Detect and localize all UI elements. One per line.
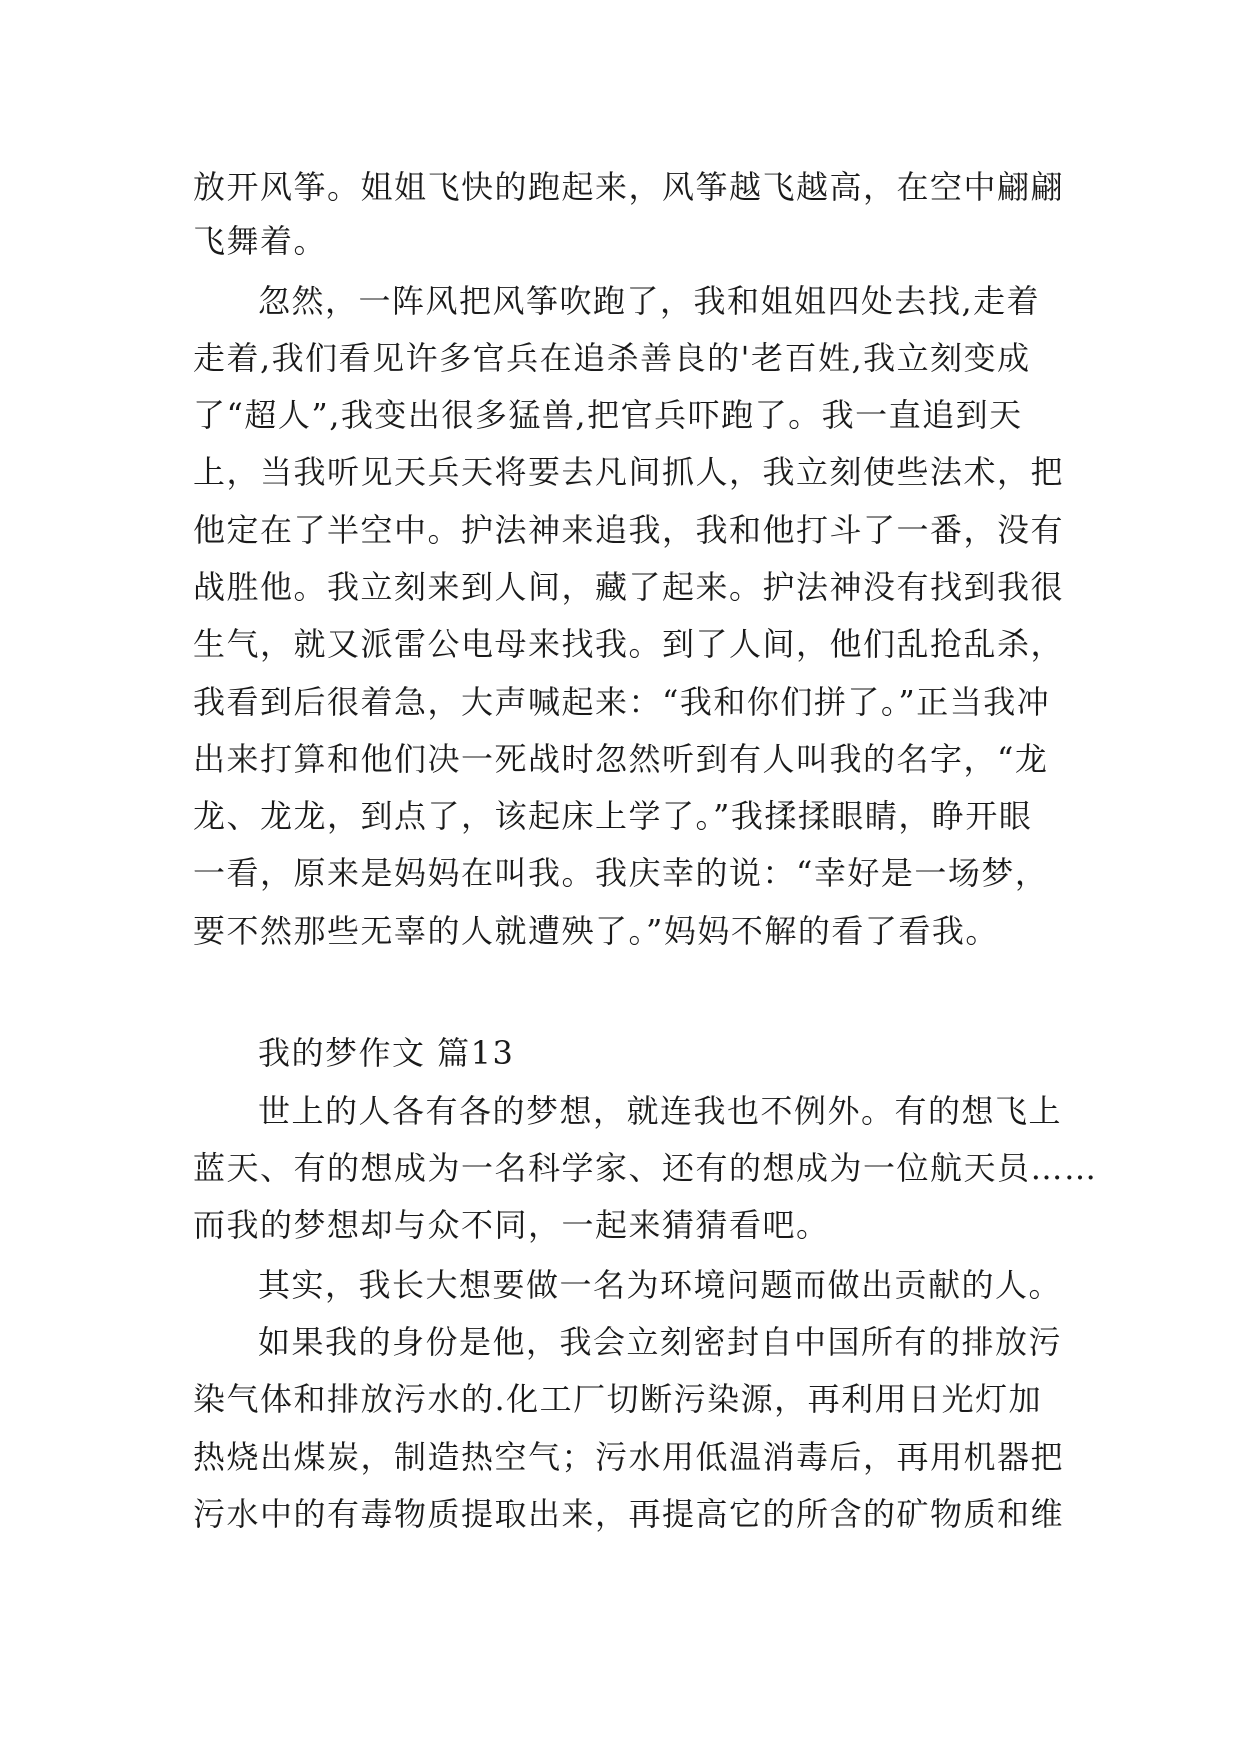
text-line: 走着,我们看见许多官兵在追杀善良的'老百姓,我立刻变成 <box>193 339 1031 377</box>
text-line: 飞舞着。 <box>193 222 328 260</box>
section-heading: 我的梦作文 篇13 <box>258 1034 515 1072</box>
text-line: 染气体和排放污水的.化工厂切断污染源，再利用日光灯加 <box>193 1380 1043 1418</box>
text-line: 生气，就又派雷公电母来找我。到了人间，他们乱抢乱杀， <box>193 625 1065 663</box>
text-line: 其实，我长大想要做一名为环境问题而做出贡献的人。 <box>258 1266 1063 1304</box>
text-line: 而我的梦想却与众不同，一起来猜猜看吧。 <box>193 1206 830 1244</box>
text-line: 他定在了半空中。护法神来追我，我和他打斗了一番，没有 <box>193 511 1065 549</box>
text-line: 上，当我听见天兵天将要去凡间抓人，我立刻使些法术，把 <box>193 453 1065 491</box>
text-line: 我看到后很着急，大声喊起来：“我和你们拼了。”正当我冲 <box>193 683 1051 721</box>
text-line: 热烧出煤炭，制造热空气；污水用低温消毒后，再用机器把 <box>193 1438 1065 1476</box>
text-line: 放开风筝。姐姐飞快的跑起来，风筝越飞越高，在空中翩翩 <box>193 168 1065 206</box>
text-line: 污水中的有毒物质提取出来，再提高它的所含的矿物质和维 <box>193 1495 1065 1533</box>
text-line: 忽然，一阵风把风筝吹跑了，我和姐姐四处去找,走着 <box>258 282 1041 320</box>
text-line: 蓝天、有的想成为一名科学家、还有的想成为一位航天员…… <box>193 1149 1098 1187</box>
text-line: 世上的人各有各的梦想，就连我也不例外。有的想飞上 <box>258 1092 1063 1130</box>
text-line: 了“超人”,我变出很多猛兽,把官兵吓跑了。我一直追到天 <box>193 396 1023 434</box>
text-line: 一看，原来是妈妈在叫我。我庆幸的说：“幸好是一场梦， <box>193 854 1049 892</box>
text-line: 要不然那些无辜的人就遭殃了。”妈妈不解的看了看我。 <box>193 912 999 950</box>
text-line: 龙、龙龙，到点了，该起床上学了。”我揉揉眼睛，睁开眼 <box>193 797 1033 835</box>
text-line: 战胜他。我立刻来到人间，藏了起来。护法神没有找到我很 <box>193 568 1065 606</box>
text-line: 如果我的身份是他，我会立刻密封自中国所有的排放污 <box>258 1323 1063 1361</box>
text-line: 出来打算和他们决一死战时忽然听到有人叫我的名字，“龙 <box>193 740 1049 778</box>
